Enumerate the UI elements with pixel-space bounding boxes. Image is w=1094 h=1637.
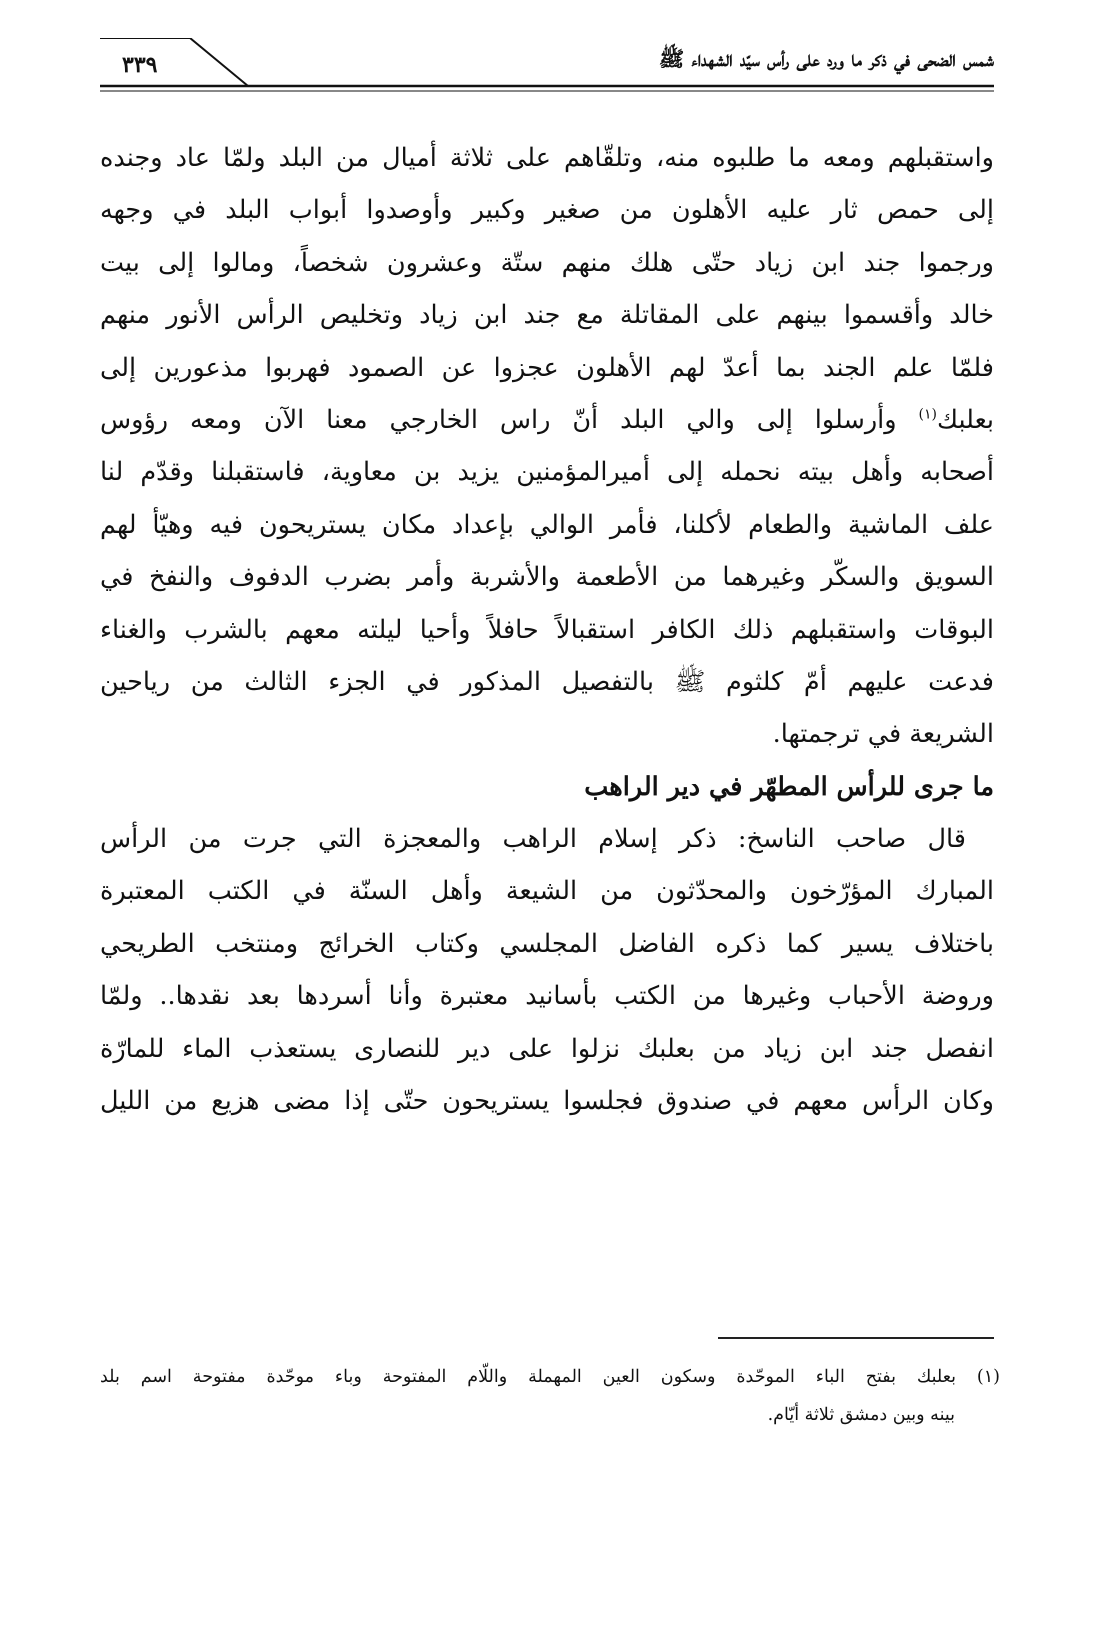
text-line: ورجموا جند ابن زياد حتّى هلك منهم ستّة وعشرون شخصاً، ومالوا إلى بيت	[100, 247, 994, 278]
text-line: باختلاف يسير كما ذكره الفاضل المجلسي وكتاب الخرائج ومنتخب الطريحي	[100, 928, 994, 959]
text-line: البوقات واستقبلهم ذلك الكافر استقبالاً حافلاً وأحيا ليلته معهم بالشرب والغناء	[100, 614, 994, 645]
text-line-rest: وأرسلوا إلى والي البلد أنّ راس الخارجي معنا الآن ومعه رؤوس	[100, 404, 919, 435]
text-line: انفصل جند ابن زياد من بعلبك نزلوا على دير للنصارى يستعذب الماء للمارّة	[100, 1033, 994, 1064]
text-line: وكان الرأس معهم في صندوق فجلسوا يستريحون حتّى إذا مضى هزيع من الليل	[100, 1086, 994, 1117]
running-header	[100, 38, 994, 98]
text-line: إلى حمص ثار عليه الأهلون من صغير وكبير وأوصدوا أبواب البلد في وجهه	[100, 195, 994, 226]
footnote-line: بينه وبين دمشق ثلاثة أيّام.	[767, 1405, 955, 1425]
text-line: واستقبلهم ومعه ما طلبوه منه، وتلقّاهم على ثلاثة أميال من البلد ولمّا عاد وجنده	[100, 143, 994, 173]
text-line: علف الماشية والطعام لأكلنا، فأمر الوالي بإعداد مكان يستريحون فيه وهيّأ لهم	[100, 509, 994, 540]
footnote-separator	[718, 1337, 994, 1339]
footnote-line: (١) بعلبك بفتح الباء الموحّدة وسكون العين المهملة واللّام المفتوحة وباء موحّدة مفتوحة اسم بلد	[100, 1367, 1000, 1387]
text-line: أصحابه وأهل بيته نحمله إلى أميرالمؤمنين يزيد بن معاوية، فاستقبلنا وقدّم لنا	[100, 457, 994, 488]
footnote-reference[interactable]: (١)	[918, 406, 937, 423]
paragraph-first-line: قال صاحب الناسخ: ذكر إسلام الراهب والمعجزة التي جرت من الرأس	[100, 824, 966, 855]
text-line: السويق والسكّر وغيرهما من الأطعمة والأشربة وأمر بضرب الدفوف والنفخ في	[100, 562, 994, 593]
page-number: ٣٣٩	[122, 52, 158, 78]
text-line: خالد وأقسموا بينهم على المقاتلة مع جند ابن زياد وتخليص الرأس الأنور منهم	[100, 300, 994, 331]
text-line: فدعت عليهم أمّ كلثوم ﷺ بالتفصيل المذكور في الجزء الثالث من رياحين	[100, 666, 994, 697]
section-heading: ما جرى للرأس المطهّر في دير الراهب	[584, 771, 994, 802]
text-line: فلمّا علم الجند بما أعدّ لهم الأهلون عجزوا عن الصمود فهربوا مذعورين إلى	[100, 352, 994, 383]
body-text	[100, 132, 994, 1127]
text-line: وروضة الأحباب وغيرها من الكتب بأسانيد معتبرة وأنا أسردها بعد نقدها.. ولمّا	[100, 981, 994, 1012]
running-title: شمس الضحى في ذكر ما ورد على رأس سيّد الشهداء ﷺ	[658, 46, 994, 71]
baalbek-word: بعلبك	[936, 404, 994, 435]
text-line-with-footnote	[100, 394, 994, 446]
footnotes	[100, 1358, 1000, 1434]
text-line: المبارك المؤرّخون والمحدّثون من الشيعة وأهل السنّة في الكتب المعتبرة	[100, 876, 994, 907]
text-line-last: الشريعة في ترجمتها.	[772, 719, 994, 750]
